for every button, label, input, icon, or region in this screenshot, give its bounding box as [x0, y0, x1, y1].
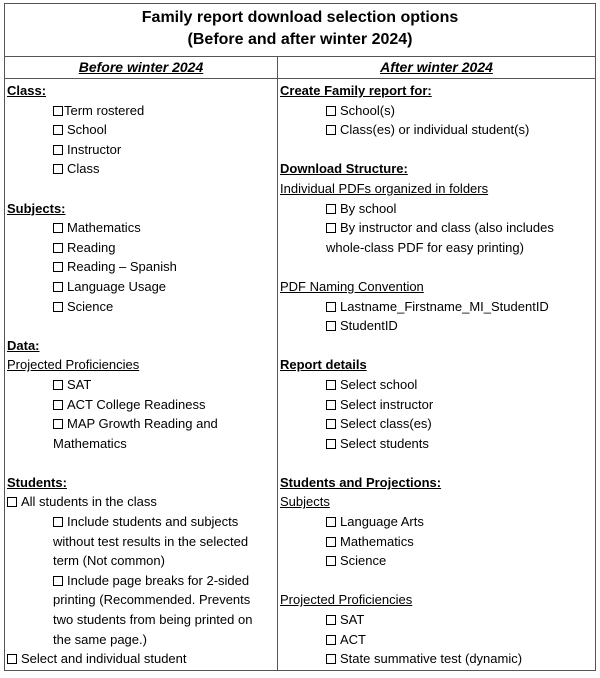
pdfs-heading: Individual PDFs organized in folders	[280, 180, 489, 196]
checkbox-icon[interactable]	[326, 321, 336, 331]
subject-option[interactable]: Science	[280, 551, 593, 571]
subject-option[interactable]: Mathematics	[280, 532, 593, 552]
details-option[interactable]: Select instructor	[280, 395, 593, 415]
checkbox-icon[interactable]	[326, 302, 336, 312]
checkbox-icon[interactable]	[53, 223, 63, 233]
create-option[interactable]: School(s)	[280, 101, 593, 121]
checkbox-icon[interactable]	[53, 145, 63, 155]
projected-option[interactable]: State summative test (dynamic)	[280, 649, 593, 669]
projected-option[interactable]: ACT College Readiness	[7, 395, 275, 415]
class-option[interactable]: Term rostered	[7, 101, 275, 121]
header-before: Before winter 2024	[5, 57, 278, 79]
data-heading: Data:	[7, 337, 40, 353]
projected-heading: Projected Proficiencies	[7, 357, 140, 373]
checkbox-icon[interactable]	[326, 419, 336, 429]
page-breaks-option[interactable]: Include page breaks for 2-sided	[7, 571, 275, 591]
include-no-results-line: term (Not common)	[53, 553, 165, 569]
projected-option[interactable]: MAP Growth Reading and	[7, 414, 275, 434]
title-line-2: (Before and after winter 2024)	[187, 31, 413, 48]
page-breaks-line: printing (Recommended. Prevents	[53, 592, 251, 608]
checkbox-icon[interactable]	[7, 497, 17, 507]
checkbox-icon[interactable]	[53, 243, 63, 253]
page-breaks-line: two students from being printed on	[53, 612, 253, 628]
before-column	[5, 79, 278, 671]
by-instructor-option[interactable]: By instructor and class (also includes	[280, 218, 593, 238]
naming-option[interactable]: Lastname_Firstname_MI_StudentID	[280, 297, 593, 317]
table-title	[5, 4, 596, 57]
students-heading: Students:	[7, 474, 67, 490]
details-option[interactable]: Select students	[280, 434, 593, 454]
checkbox-icon[interactable]	[53, 517, 63, 527]
naming-heading: PDF Naming Convention	[280, 278, 424, 294]
checkbox-icon[interactable]	[326, 635, 336, 645]
checkbox-icon[interactable]	[53, 164, 63, 174]
checkbox-icon[interactable]	[326, 125, 336, 135]
projected-option[interactable]: ACT	[280, 630, 593, 650]
checkbox-icon[interactable]	[326, 537, 336, 547]
select-individual-option[interactable]: Select and individual student	[7, 649, 275, 669]
all-students-option[interactable]: All students in the class	[7, 492, 275, 512]
checkbox-icon[interactable]	[326, 517, 336, 527]
class-option[interactable]: School	[7, 120, 275, 140]
checkbox-icon[interactable]	[53, 380, 63, 390]
checkbox-icon[interactable]	[326, 380, 336, 390]
checkbox-icon[interactable]	[53, 262, 63, 272]
checkbox-icon[interactable]	[53, 576, 63, 586]
checkbox-icon[interactable]	[53, 400, 63, 410]
checkbox-icon[interactable]	[326, 106, 336, 116]
subject-option[interactable]: Science	[7, 297, 275, 317]
subject-option[interactable]: Mathematics	[7, 218, 275, 238]
checkbox-icon[interactable]	[7, 654, 17, 664]
checkbox-icon[interactable]	[326, 615, 336, 625]
checkbox-icon[interactable]	[53, 419, 63, 429]
class-option[interactable]: Class	[7, 159, 275, 179]
subject-option[interactable]: Language Arts	[280, 512, 593, 532]
checkbox-icon[interactable]	[326, 204, 336, 214]
class-heading: Class:	[7, 83, 47, 98]
checkbox-icon[interactable]	[53, 302, 63, 312]
subject-option[interactable]: Language Usage	[7, 277, 275, 297]
class-option[interactable]: Instructor	[7, 140, 275, 160]
details-heading: Report details	[280, 357, 367, 373]
projected-option[interactable]: SAT	[280, 610, 593, 630]
by-school-option[interactable]: By school	[280, 199, 593, 219]
details-option[interactable]: Select class(es)	[280, 414, 593, 434]
checkbox-icon[interactable]	[53, 282, 63, 292]
checkbox-icon[interactable]	[326, 556, 336, 566]
projected-option[interactable]: SAT	[7, 375, 275, 395]
create-option[interactable]: Class(es) or individual student(s)	[280, 120, 593, 140]
header-after: After winter 2024	[278, 57, 596, 79]
students-projections-heading: Students and Projections:	[280, 474, 442, 490]
checkbox-icon[interactable]	[326, 400, 336, 410]
subjects-heading: Subjects	[280, 494, 330, 510]
subject-option[interactable]: Reading	[7, 238, 275, 258]
details-option[interactable]: Select school	[280, 375, 593, 395]
download-heading: Download Structure:	[280, 161, 408, 177]
checkbox-icon[interactable]	[53, 106, 63, 116]
checkbox-icon[interactable]	[53, 125, 63, 135]
subject-option[interactable]: Reading – Spanish	[7, 257, 275, 277]
include-no-results-option[interactable]: Include students and subjects	[7, 512, 275, 532]
naming-option[interactable]: StudentID	[280, 316, 593, 336]
checkbox-icon[interactable]	[326, 439, 336, 449]
include-no-results-line: without test results in the selected	[53, 533, 249, 549]
by-instructor-line: whole-class PDF for easy printing)	[326, 239, 524, 255]
checkbox-icon[interactable]	[326, 654, 336, 664]
projected-heading: Projected Proficiencies	[280, 592, 413, 608]
title-line-1: Family report download selection options	[141, 9, 459, 26]
options-table	[4, 3, 596, 671]
create-heading: Create Family report for:	[280, 83, 432, 98]
subjects-heading: Subjects:	[7, 200, 66, 216]
after-column	[278, 79, 596, 671]
projected-option-continued: Mathematics	[53, 435, 127, 451]
page-breaks-line: the same page.)	[53, 631, 147, 647]
checkbox-icon[interactable]	[326, 223, 336, 233]
